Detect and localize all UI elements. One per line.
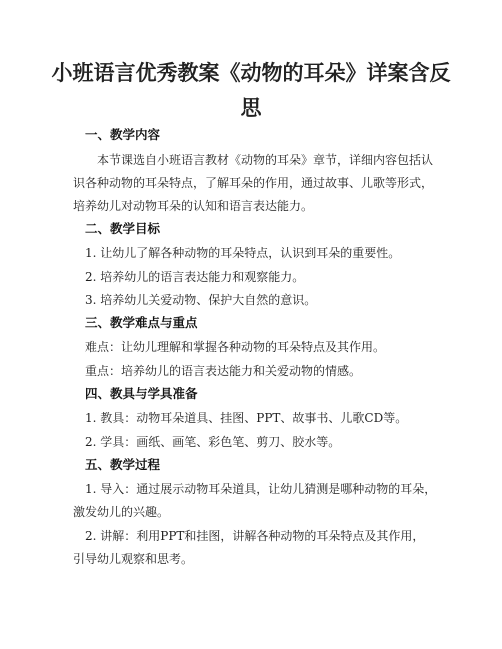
section-heading-materials: 四、教具与学具准备 [85,386,198,401]
list-item: 难点：让幼儿理解和掌握各种动物的耳朵特点及其作用。 [85,340,386,354]
paragraph-line: 识各种动物的耳朵特点，了解耳朵的作用，通过故事、儿歌等形式， [73,176,434,190]
section-heading-teaching-content: 一、教学内容 [85,127,161,142]
section-heading-teaching-process: 五、教学过程 [85,457,161,472]
list-item: 2. 讲解：利用PPT和挂图，讲解各种动物的耳朵特点及其作用， [85,529,425,543]
list-item: 重点：培养幼儿的语言表达能力和关爱动物的情感。 [85,364,362,378]
document-title-line-2: 思 [240,95,262,120]
list-item-continuation: 激发幼儿的兴趣。 [73,505,170,519]
section-heading-teaching-goals: 二、教学目标 [85,221,161,236]
list-item: 1. 导入：通过展示动物耳朵道具，让幼儿猜测是哪种动物的耳朵， [85,482,437,496]
list-item-continuation: 引导幼儿观察和思考。 [73,552,194,566]
list-item: 2. 学具：画纸、画笔、彩色笔、剪刀、胶水等。 [85,435,341,449]
list-item: 1. 让幼儿了解各种动物的耳朵特点，认识到耳朵的重要性。 [85,246,401,260]
list-item: 1. 教具：动物耳朵道具、挂图、PPT、故事书、儿歌CD等。 [85,411,408,425]
document-title-line-1: 小班语言优秀教案《动物的耳朵》详案含反 [51,60,451,85]
paragraph-line: 培养幼儿对动物耳朵的认知和语言表达能力。 [73,199,314,213]
paragraph-line: 本节课选自小班语言教材《动物的耳朵》章节，详细内容包括认 [97,153,434,167]
section-heading-difficulties-focus: 三、教学难点与重点 [85,315,198,330]
list-item: 3. 培养幼儿关爱动物、保护大自然的意识。 [85,293,317,307]
list-item: 2. 培养幼儿的语言表达能力和观察能力。 [85,270,305,284]
